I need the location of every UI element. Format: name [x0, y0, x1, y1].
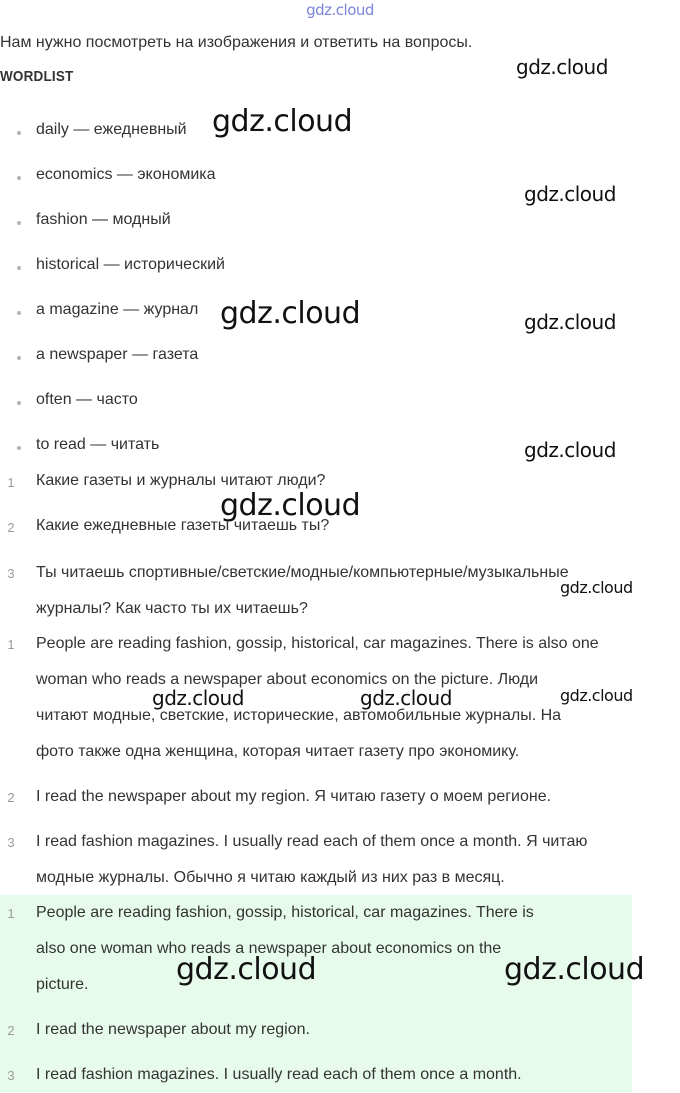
watermark: gdz.cloud — [524, 310, 616, 334]
watermark: gdz.cloud — [504, 952, 645, 987]
wordlist-item-text: historical — исторический — [36, 256, 225, 273]
question-text: Какие газеты и журналы читают люди? — [36, 472, 326, 489]
question-number: 1 — [7, 475, 15, 490]
answer-text: I read the newspaper about my region. — [36, 1021, 310, 1038]
wordlist-item-text: daily — ежедневный — [36, 121, 187, 138]
bullet-icon — [17, 221, 21, 225]
answer-text: I read fashion magazines. I usually read each of them once a month. Я читаю модные журналы. Обычно я читаю каждый из них раз в месяц. — [36, 833, 588, 886]
bullet-icon — [17, 131, 21, 135]
answer-number: 2 — [7, 1023, 15, 1038]
watermark: gdz.cloud — [524, 438, 616, 462]
bullet-icon — [17, 311, 21, 315]
watermark: gdz.cloud — [176, 952, 317, 987]
question-number: 2 — [7, 520, 15, 535]
wordlist-item-text: fashion — модный — [36, 211, 171, 228]
watermark: gdz.cloud — [220, 488, 361, 523]
watermark: gdz.cloud — [212, 104, 353, 139]
bullet-icon — [17, 266, 21, 270]
bullet-icon — [17, 446, 21, 450]
bullet-icon — [17, 176, 21, 180]
watermark: gdz.cloud — [360, 686, 452, 710]
watermark: gdz.cloud — [524, 182, 616, 206]
bullet-icon — [17, 356, 21, 360]
answer-number: 1 — [7, 906, 15, 921]
bullet-icon — [17, 401, 21, 405]
answer-number: 3 — [7, 1068, 15, 1083]
wordlist-item-text: often — часто — [36, 391, 138, 408]
watermark: gdz.cloud — [560, 686, 633, 705]
answer-number: 2 — [7, 790, 15, 805]
answer-text: People are reading fashion, gossip, historical, car magazines. There is also one woman who reads a newspaper about economics on the picture. — [36, 904, 534, 993]
answer-text: People are reading fashion, gossip, historical, car magazines. There is also one woman who reads a newspaper about economics on the picture. Люди читают модные, светские, исторические, автомобильные журналы. На фото также одна женщина, которая читает газету про экономику. — [36, 635, 599, 760]
watermark: gdz.cloud — [560, 578, 633, 597]
answer-number: 3 — [7, 835, 15, 850]
watermark: gdz.cloud — [220, 296, 361, 331]
watermark: gdz.cloud — [152, 686, 244, 710]
wordlist-item-text: economics — экономика — [36, 166, 216, 183]
intro-text: Нам нужно посмотреть на изображения и ответить на вопросы. — [0, 34, 473, 51]
site-logo[interactable]: gdz.cloud — [306, 1, 374, 19]
wordlist-heading: WORDLIST — [0, 68, 74, 85]
question-number: 3 — [7, 566, 15, 581]
wordlist-item-text: to read — читать — [36, 436, 160, 453]
watermark: gdz.cloud — [516, 55, 608, 79]
question-text: Ты читаешь спортивные/светские/модные/компьютерные/музыкальные журналы? Как часто ты их читаешь? — [36, 564, 569, 617]
question-text: Какие ежедневные газеты читаешь ты? — [36, 517, 330, 534]
answer-text: I read the newspaper about my region. Я читаю газету о моем регионе. — [36, 788, 552, 805]
answer-number: 1 — [7, 637, 15, 652]
answer-text: I read fashion magazines. I usually read each of them once a month. — [36, 1066, 522, 1083]
wordlist-item-text: a magazine — журнал — [36, 301, 199, 318]
wordlist-item-text: a newspaper — газета — [36, 346, 199, 363]
